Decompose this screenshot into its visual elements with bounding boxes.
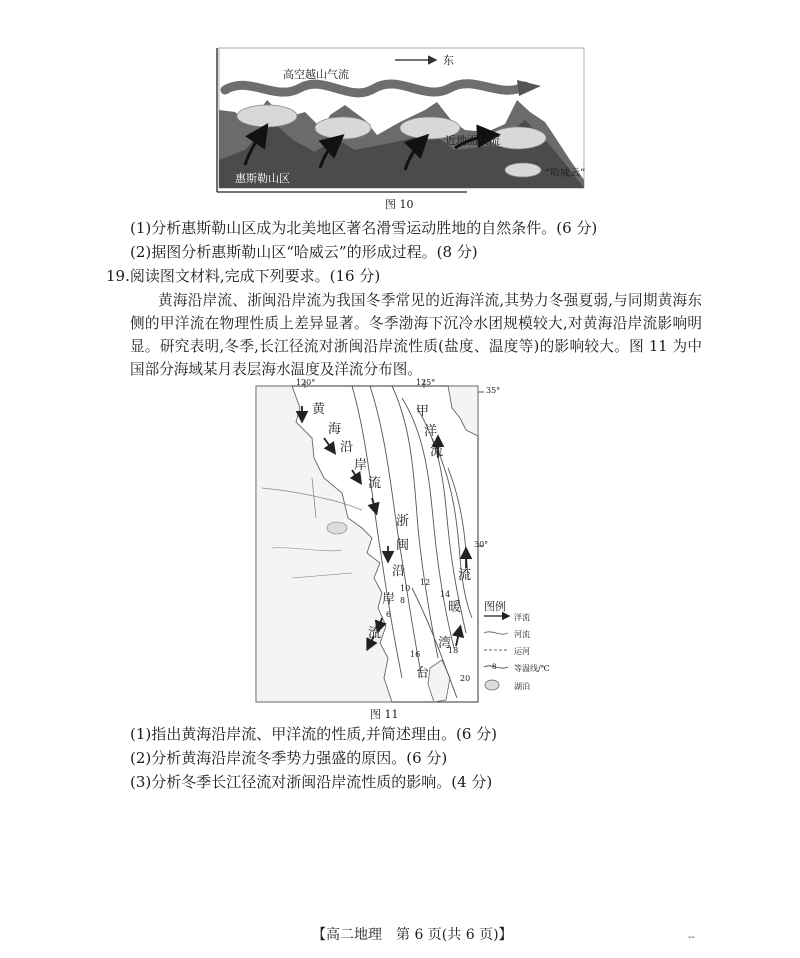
- label-zhe: 浙: [396, 514, 410, 529]
- legend-isotherm: 等温线/℃: [514, 664, 550, 673]
- label-nuan: 暖: [448, 600, 462, 615]
- isotherm-18: 18: [448, 646, 459, 655]
- isotherm-14: 14: [440, 590, 451, 599]
- label-hai: 海: [328, 422, 342, 437]
- isotherm-10: 10: [400, 584, 411, 593]
- isotherm-6: 6: [386, 610, 392, 619]
- legend-cloud-icon: [505, 163, 541, 177]
- label-high-air: 高空越山气流: [283, 68, 349, 81]
- q19-part-2: (2)分析黄海沿岸流冬季势力强盛的原因。(6 分): [130, 749, 448, 767]
- lon-120-label: 120°: [296, 378, 316, 387]
- label-zm-liu: 流: [368, 626, 382, 641]
- legend-isotherm-sample: 8: [492, 663, 497, 671]
- q19-part-1: (1)指出黄海沿岸流、甲洋流的性质,并简述理由。(6 分): [130, 725, 498, 743]
- legend-title: 图例: [484, 600, 506, 613]
- legend-lake: 湖泊: [514, 682, 530, 691]
- lat-35-label: 35°: [486, 386, 501, 395]
- isotherm-16: 16: [410, 650, 421, 659]
- label-min: 闽: [396, 538, 410, 553]
- q19-part-3: (3)分析冬季长江径流对浙闽沿岸流性质的影响。(4 分): [130, 773, 493, 791]
- isotherm-8: 8: [400, 596, 406, 605]
- legend-river: 河流: [514, 630, 530, 639]
- legend-cloud-label: “哈威云”: [545, 168, 586, 179]
- label-jia: 甲: [416, 404, 430, 419]
- map-legend: [484, 616, 508, 690]
- label-surface-air: 近地面气流: [445, 134, 500, 147]
- q19-heading: 19.阅读图文材料,完成下列要求。(16 分): [106, 267, 381, 285]
- label-wan: 湾: [438, 636, 452, 651]
- label-yan: 沿: [340, 440, 354, 455]
- legend-canal: 运河: [514, 647, 530, 656]
- isotherm-12: 12: [420, 578, 431, 587]
- label-east: 东: [443, 54, 454, 67]
- label-zm-yan: 沿: [392, 564, 406, 579]
- q18-part-2: (2)据图分析惠斯勒山区“哈威云”的形成过程。(8 分): [130, 243, 478, 261]
- label-huang: 黄: [312, 402, 326, 417]
- figure-11-caption: 图 11: [370, 708, 399, 721]
- lon-125-label: 125°: [416, 378, 436, 387]
- label-zm-an: 岸: [382, 592, 396, 607]
- lat-30-label: 30°: [474, 540, 489, 549]
- label-tw-liu: 流: [458, 568, 472, 583]
- q19-paragraph: 黄海沿岸流、浙闽沿岸流为我国冬季常见的近海洋流,其势力冬强夏弱,与同期黄海东侧的甲洋流在物理性质上差异显著。冬季渤海下沉冷水团规模较大,对黄海沿岸流影响明显。研究表明,冬季,长江径流对浙闽沿岸流性质(盐度、温度等)的影响较大。图 11 为中国部分海域某月表层海水温度及洋流分布图。: [130, 292, 702, 378]
- q18-part-1: (1)分析惠斯勒山区成为北美地区著名滑雪运动胜地的自然条件。(6 分): [130, 219, 598, 237]
- label-yang: 洋: [424, 424, 438, 439]
- figure-11: [252, 378, 552, 708]
- label-an: 岸: [354, 458, 368, 473]
- corner-mark: --: [688, 932, 695, 943]
- label-region: 惠斯勒山区: [235, 172, 290, 185]
- figure-10-caption: 图 10: [385, 198, 414, 211]
- label-jia-liu: 流: [430, 444, 444, 459]
- legend-current: 洋流: [514, 613, 530, 622]
- label-liu: 流: [368, 476, 382, 491]
- figure-10: [205, 40, 605, 210]
- label-tai: 台: [416, 666, 430, 681]
- isotherm-20: 20: [460, 674, 471, 683]
- page-footer: 【高二地理 第 6 页(共 6 页)】: [312, 927, 513, 943]
